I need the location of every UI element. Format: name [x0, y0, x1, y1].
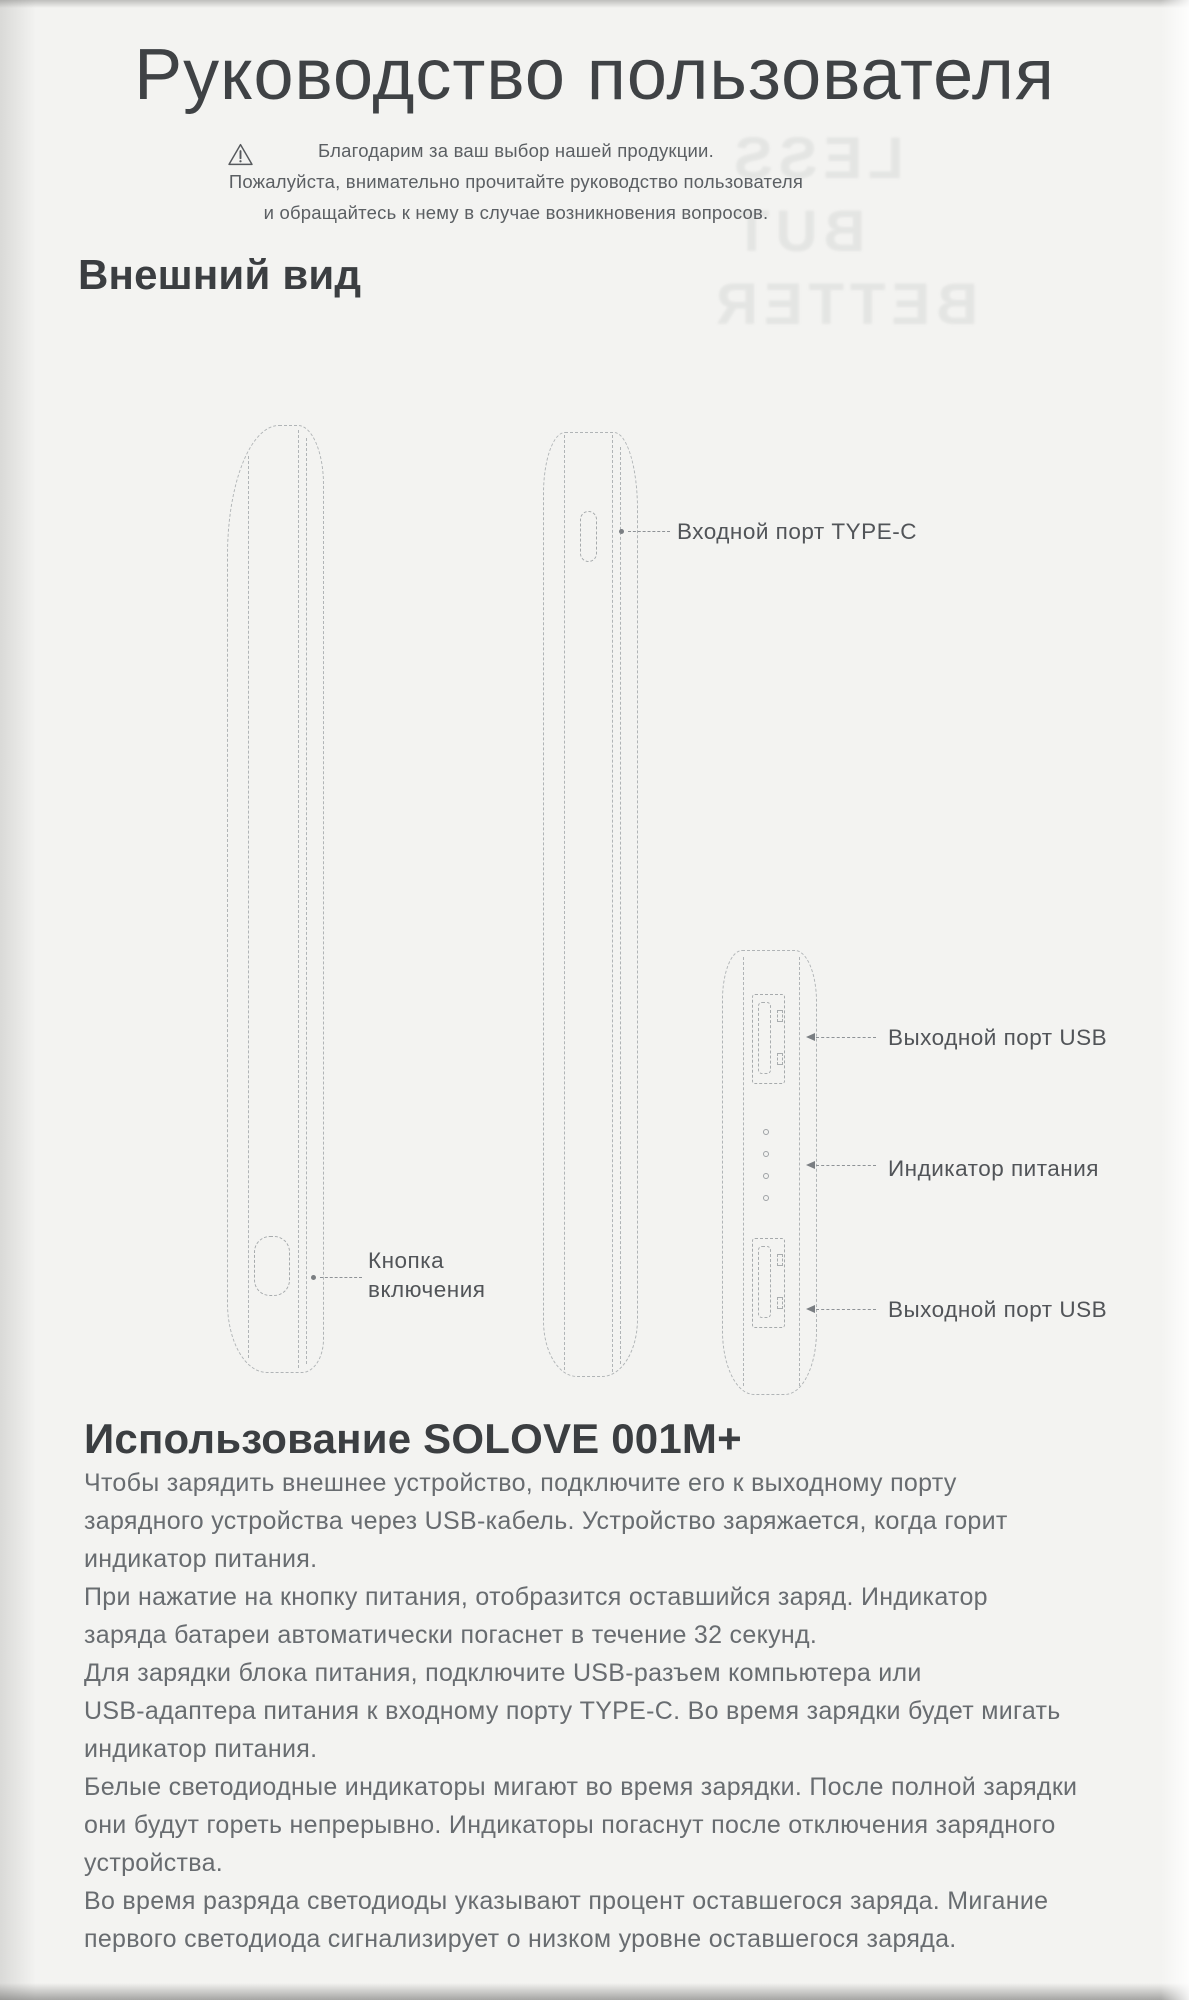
callout-type-c-label: Входной порт TYPE-C	[677, 519, 917, 544]
callout-power-button-leader	[320, 1277, 362, 1278]
usage-line: Чтобы зарядить внешнее устройство, подключите его к выходному порту	[84, 1469, 957, 1497]
device-front-view-sketch	[543, 432, 638, 1377]
usb-port-top-outline	[752, 994, 785, 1084]
photo-edge-left	[0, 0, 36, 2000]
callout-usb-top-label: Выходной порт USB	[888, 1025, 1108, 1050]
sketch-contour-line	[248, 456, 249, 1358]
sketch-contour-line	[306, 438, 307, 1364]
leader-arrow-icon	[806, 1305, 815, 1313]
callout-type-c-leader	[628, 531, 670, 532]
usage-line: При нажатие на кнопку питания, отобразится оставшийся заряд. Индикатор	[84, 1583, 988, 1611]
usb-port-contact	[777, 1297, 783, 1309]
led-indicator-dot	[763, 1129, 769, 1135]
page-title: Руководство пользователя	[134, 35, 1055, 115]
type-c-port-outline	[580, 511, 597, 562]
sketch-contour-line	[799, 957, 800, 1386]
usb-port-tongue	[758, 1002, 771, 1074]
usage-line: USB-адаптера питания к входному порту TYPE-C. Во время зарядки будет мигать	[84, 1697, 1061, 1725]
sketch-contour-line	[620, 447, 621, 1364]
usage-line: индикатор питания.	[84, 1735, 318, 1763]
sketch-contour-line	[298, 430, 299, 1368]
sketch-contour-line	[564, 435, 565, 1370]
usage-line: первого светодиода сигнализирует о низком уровне оставшегося заряда.	[84, 1925, 957, 1953]
callout-usb-top-leader	[816, 1037, 876, 1038]
usb-port-tongue	[758, 1246, 771, 1318]
usage-line: Во время разряда светодиоды указывают процент оставшегося заряда. Мигание	[84, 1887, 1049, 1915]
usb-port-contact	[777, 1254, 783, 1266]
callout-power-button-line1: Кнопка	[368, 1248, 445, 1273]
usage-line: Для зарядки блока питания, подключите USB-разъем компьютера или	[84, 1659, 922, 1687]
section-usage-heading: Использование SOLOVE 001M+	[84, 1415, 742, 1462]
leader-arrow-icon	[806, 1033, 815, 1041]
usage-body	[84, 1464, 1164, 1958]
device-ports-view-sketch	[722, 950, 817, 1395]
usage-line: зарядного устройства через USB-кабель. Устройство заряжается, когда горит	[84, 1507, 1008, 1535]
callout-power-button-label	[368, 1247, 485, 1304]
usage-line: индикатор питания.	[84, 1545, 318, 1573]
notice-line-2: Пожалуйста, внимательно прочитайте руководство пользователя	[228, 170, 804, 192]
callout-indicator-label: Индикатор питания	[888, 1156, 1099, 1181]
show-through-line: LESS	[728, 126, 904, 191]
section-appearance-heading: Внешний вид	[78, 251, 362, 298]
usage-line: они будут гореть непрерывно. Индикаторы погаснут после отключения зарядного	[84, 1811, 1056, 1839]
callout-usb-bottom-label: Выходной порт USB	[888, 1297, 1108, 1322]
usb-port-contact	[777, 1010, 783, 1022]
led-indicator-dot	[763, 1195, 769, 1201]
photo-edge-bottom	[0, 1983, 1189, 2000]
sketch-contour-line	[743, 957, 744, 1386]
usage-line: Белые светодиодные индикаторы мигают во время зарядки. После полной зарядки	[84, 1773, 1078, 1801]
callout-indicator-leader	[816, 1165, 876, 1166]
device-side-view-sketch	[227, 425, 324, 1373]
photo-edge-top	[0, 0, 1189, 8]
led-indicator-dot	[763, 1173, 769, 1179]
usage-line: устройства.	[84, 1849, 224, 1877]
show-through-line: BETTER	[710, 272, 978, 337]
usb-port-bottom-outline	[752, 1238, 785, 1328]
power-button-outline	[254, 1236, 290, 1296]
intro-notice	[0, 136, 1032, 228]
sketch-contour-line	[612, 435, 613, 1372]
leader-dot	[619, 529, 624, 534]
callout-usb-bottom-leader	[816, 1309, 876, 1310]
leader-arrow-icon	[806, 1161, 815, 1169]
notice-line-1: Благодарим за ваш выбор нашей продукции.	[318, 140, 714, 161]
notice-line-3: и обращайтесь к нему в случае возникновения вопросов.	[263, 201, 769, 223]
callout-power-button-line2: включения	[368, 1276, 486, 1302]
leader-dot	[311, 1275, 316, 1280]
led-indicator-dot	[763, 1151, 769, 1157]
show-through-line: BUT	[728, 199, 866, 264]
usage-line: заряда батареи автоматически погаснет в течение 32 секунд.	[84, 1621, 818, 1649]
usb-port-contact	[777, 1053, 783, 1065]
photo-edge-right	[1161, 0, 1189, 2000]
